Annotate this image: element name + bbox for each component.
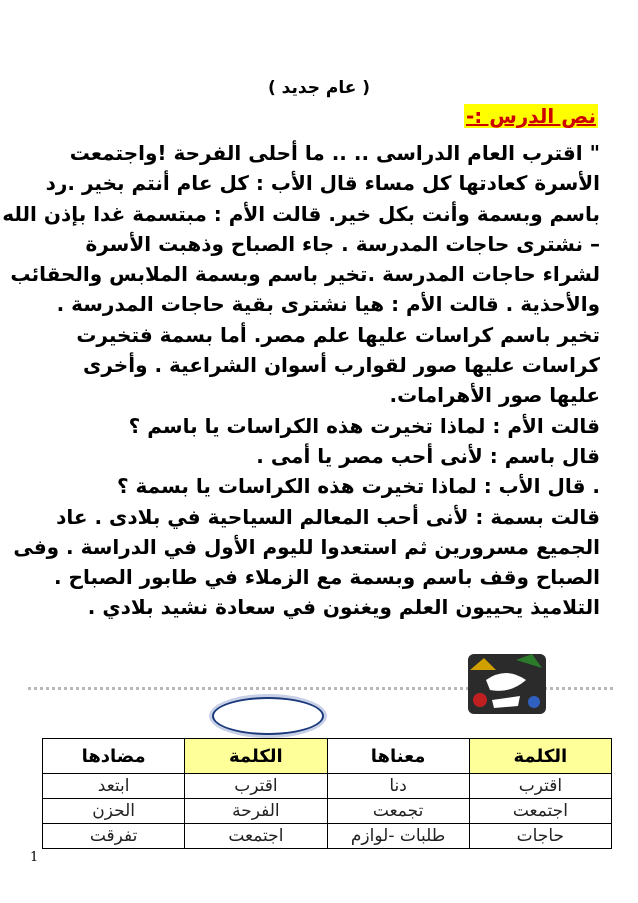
table-cell: تفرقت — [43, 824, 185, 849]
text-line: قالت الأم : لماذا تخيرت هذه الكراسات يا باسم ؟ — [128, 413, 600, 438]
table-cell: الفرحة — [185, 799, 327, 824]
label-oval — [212, 697, 324, 735]
text-line: الأسرة كعادتها كل مساء قال الأب : كل عام أنتم بخير .رد — [45, 171, 600, 196]
text-line: تخير باسم كراسات عليها علم مصر. أما بسمة فتخيرت — [76, 322, 600, 347]
text-line: – نشترى حاجات المدرسة . جاء الصباح وذهبت الأسرة — [85, 231, 600, 256]
table-cell: الحزن — [43, 799, 185, 824]
lesson-heading: نص الدرس :- — [465, 104, 596, 128]
text-line: عليها صور الأهرامات. — [389, 383, 600, 408]
table-row — [43, 799, 612, 824]
text-line: . قال الأب : لماذا تخيرت هذه الكراسات يا بسمة ؟ — [116, 474, 600, 499]
table-header: مضادها — [43, 739, 185, 774]
table-cell: اقترب — [469, 774, 611, 799]
page-number: 1 — [30, 850, 39, 865]
text-line: لشراء حاجات المدرسة .تخير باسم وبسمة الملابس والحقائب — [10, 262, 600, 287]
table-row — [43, 774, 612, 799]
table-cell: دنا — [327, 774, 469, 799]
table-cell: تجمعت — [327, 799, 469, 824]
text-line: باسم وبسمة وأنت بكل خير. قالت الأم : مبتسمة غدا بإذن الله — [2, 201, 600, 226]
table-cell: حاجات — [469, 824, 611, 849]
text-line: قالت بسمة : لأنى أحب المعالم السياحية في بلادى . عاد — [56, 504, 600, 529]
vocabulary-table — [42, 738, 612, 849]
text-line: كراسات عليها صور لقوارب أسوان الشراعية . وأخرى — [83, 353, 600, 378]
text-line: والأحذية . قالت الأم : هيا نشترى بقية حاجات المدرسة . — [56, 292, 600, 317]
table-header-row — [43, 739, 612, 774]
text-line: الصباح وقف باسم وبسمة مع الزملاء في طابور الصباح . — [53, 565, 600, 590]
table-row — [43, 824, 612, 849]
lesson-text — [2, 138, 600, 623]
table-cell: اقترب — [185, 774, 327, 799]
table-cell: طلبات -لوازم — [327, 824, 469, 849]
lesson-title: ( عام جديد ) — [267, 78, 371, 98]
text-line: التلاميذ يحييون العلم ويغنون في سعادة نشيد بلادي . — [87, 595, 600, 620]
text-line: " اقترب العام الدراسى .. .. ما أحلى الفرحة !واجتمعت — [69, 141, 600, 165]
table-header: الكلمة — [469, 739, 611, 774]
text-line: الجميع مسرورين ثم استعدوا لليوم الأول في الدراسة . وفى — [13, 534, 600, 559]
table-header: الكلمة — [185, 739, 327, 774]
table-header: معناها — [327, 739, 469, 774]
text-line: قال باسم : لأنى أحب مصر يا أمى . — [256, 443, 600, 468]
table-cell: اجتمعت — [185, 824, 327, 849]
table-cell: اجتمعت — [469, 799, 611, 824]
table-cell: ابتعد — [43, 774, 185, 799]
decorative-logo-icon — [460, 650, 552, 720]
